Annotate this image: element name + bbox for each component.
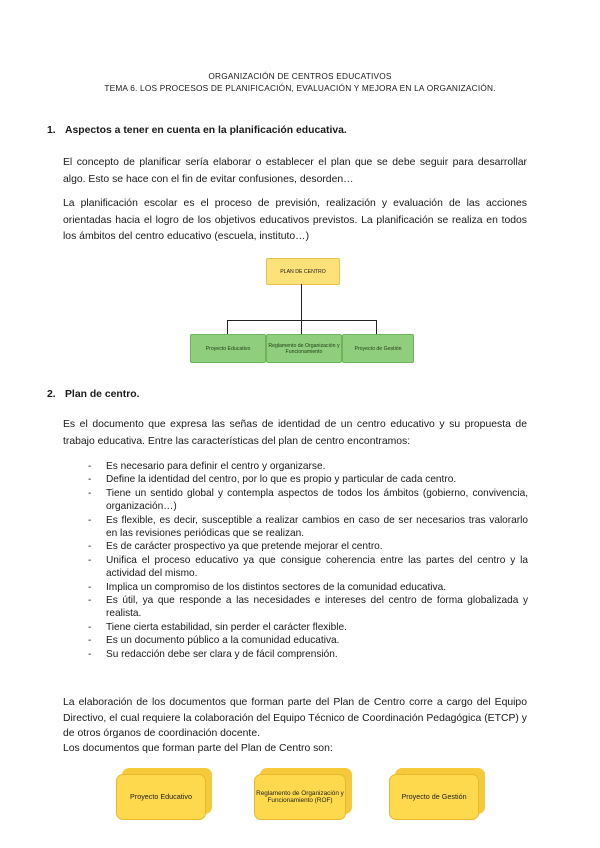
section-1-number: 1. xyxy=(47,125,56,136)
list-item: - Tiene cierta estabilidad, sin perder el carácter flexible. xyxy=(88,621,347,633)
doc-box-proyecto-gestion: Proyecto de Gestión xyxy=(389,774,479,820)
list-item: - Es de carácter prospectivo ya que pretende mejorar el centro. xyxy=(88,541,383,553)
characteristics-list xyxy=(88,460,528,661)
header-line-1: ORGANIZACIÓN DE CENTROS EDUCATIVOS xyxy=(208,71,392,81)
list-item: - Unifica el proceso educativo ya que consigue coherencia entre las partes del centro y la actividad del mismo. xyxy=(88,554,528,580)
header-line-2: TEMA 6. LOS PROCESOS DE PLANIFICACIÓN, EVALUACIÓN Y MEJORA EN LA ORGANIZACIÓN. xyxy=(104,83,496,93)
section-1-heading xyxy=(47,125,347,136)
org-chart-child-box: Proyecto de Gestión xyxy=(342,334,414,363)
list-item: - Es flexible, es decir, susceptible a realizar cambios en caso de ser necesarios tras valorarlo en las revisiones periódicas que se realizan. xyxy=(88,514,528,540)
org-chart-connector xyxy=(301,320,302,334)
org-chart-child-box: Proyecto Educativo xyxy=(190,334,266,363)
section-1-paragraph-2: La planificación escolar es el proceso de previsión, realización y evaluación de las acciones orientadas hacia el logro de los objetivos educativos previstos. La planificación se realiza en todos los ámbitos del centro educativo (escuela, instituto…) xyxy=(63,198,527,242)
list-item: - Define la identidad del centro, por lo que es propio y particular de cada centro. xyxy=(88,474,457,486)
list-item: - Es necesario para definir el centro y organizarse. xyxy=(88,461,326,472)
doc-box-proyecto-educativo: Proyecto Educativo xyxy=(116,774,206,820)
section-2-title: Plan de centro. xyxy=(65,389,140,400)
list-item: - Es útil, ya que responde a las necesidades e intereses del centro de forma globalizada y realista. xyxy=(88,595,528,620)
section-2-intro: Es el documento que expresa las señas de identidad de un centro educativo y su propuesta de trabajo educativa. Entre las características del plan de centro encontramos: xyxy=(63,419,527,447)
org-chart-connector xyxy=(376,320,377,334)
list-item: - Implica un compromiso de los distintos sectores de la comunidad educativa. xyxy=(88,581,446,593)
section-2-paragraph-last: Los documentos que forman parte del Plan de Centro son: xyxy=(63,743,333,754)
list-item: - Tiene un sentido global y contempla aspectos de todos los ámbitos (gobierno, convivencia, organización…) xyxy=(88,487,528,513)
list-item: - Es un documento público a la comunidad educativa. xyxy=(88,635,340,647)
doc-box-rof: Reglamento de Organización y Funcionamiento (ROF) xyxy=(254,774,346,820)
section-2-paragraph-end: La elaboración de los documentos que forman parte del Plan de Centro corre a cargo del Equipo Directivo, el cual requiere la colaboración del Equipo Técnico de Coordinación Pedagógica (ETCP) y de otros órganos de coordinación docente. xyxy=(63,697,527,739)
section-1-title: Aspectos a tener en cuenta en la planificación educativa. xyxy=(65,125,347,136)
list-item: - Su redacción debe ser clara y de fácil comprensión. xyxy=(88,648,338,660)
org-chart-child-box: Reglamento de Organización y Funcionamiento xyxy=(266,334,342,363)
org-chart-top-box: PLAN DE CENTRO xyxy=(266,258,340,285)
section-2-number: 2. xyxy=(47,389,56,400)
org-chart-connector xyxy=(227,320,228,334)
section-2-heading xyxy=(47,389,140,400)
section-1-paragraph-1: El concepto de planificar sería elaborar o establecer el plan que se debe seguir para desarrollar algo. Esto se hace con el fin de evitar confusiones, desorden… xyxy=(63,157,527,185)
org-chart-connector xyxy=(301,284,302,321)
